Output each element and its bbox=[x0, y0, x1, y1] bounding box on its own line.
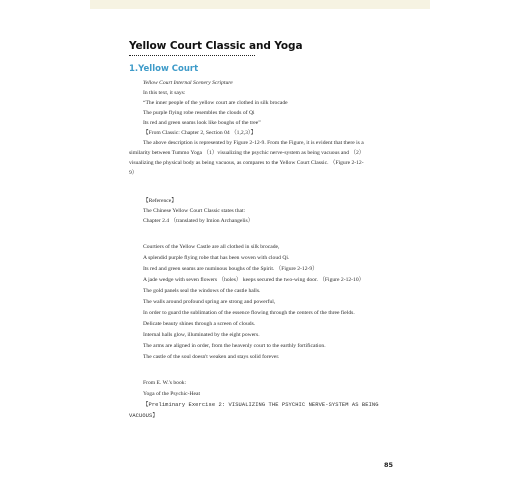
verse-line: The walls around profound spring are strong and powerful, bbox=[143, 299, 276, 305]
page-number: 85 bbox=[384, 461, 394, 469]
body-line: Yoga of the Psychic-Heat bbox=[143, 391, 201, 397]
citation-line: 【From Classic: Chapter 2, Section 04 （1,2,3）】 bbox=[143, 130, 257, 136]
verse-line: The arms are aligned in order, from the heavenly court to the earthly fortification. bbox=[143, 343, 326, 349]
body-line: In this text, it says: bbox=[143, 90, 186, 96]
heading-underline bbox=[129, 55, 255, 56]
verse-line: Delicate beauty shines through a screen of clouds. bbox=[143, 321, 256, 327]
quote-line: The purple flying robe resembles the clouds of Qi bbox=[143, 110, 255, 116]
verse-line: Its red and green seams are numinous boughs of the Spirit. （Figure 2-12-9） bbox=[143, 266, 318, 272]
body-line: From E. W.'s book: bbox=[143, 380, 187, 386]
verse-line: In order to guard the sublimation of the essence flowing through the centers of the three fields. bbox=[143, 310, 355, 316]
verse-line: The gold panels seal the windows of the castle halls. bbox=[143, 288, 261, 294]
reference-label: 【Reference】 bbox=[143, 198, 177, 204]
verse-line: A splendid purple flying robe that has been woven with cloud Qi. bbox=[143, 255, 290, 261]
scripture-title: Yellow Court Internal Scenery Scripture bbox=[143, 80, 233, 86]
page-heading: Yellow Court Classic and Yoga bbox=[129, 40, 303, 52]
paragraph-line: 9） bbox=[129, 170, 138, 176]
paragraph-line: The above description is represented by Figure 2-12-9. From the Figure, it is evident that there is a bbox=[143, 140, 364, 146]
body-line: The Chinese Yellow Court Classic states that: bbox=[143, 208, 246, 214]
paragraph-line: visualizing the physical body as being vacuous, as compares to the Yellow Court Classic. （Figure 2-12- bbox=[129, 160, 364, 166]
paragraph-line: similarity between Tummo Yoga （1）visualizing the psychic nerve-system as being vacuous and （2） bbox=[129, 150, 365, 156]
verse-line: Courtiers of the Yellow Castle are all clothed in silk brocade, bbox=[143, 244, 280, 250]
verse-line: A jade wedge with seven flowers （holes） keeps secured the two-wing door. （Figure 2-12-10） bbox=[143, 277, 365, 283]
exercise-line: VACUOUS】 bbox=[129, 413, 158, 419]
quote-line: Its red and green seams look like boughs of the tree” bbox=[143, 120, 261, 126]
exercise-line: 【Preliminary Exercise 2: VISUALIZING THE PSYCHIC NERVE-SYSTEM AS BEING bbox=[143, 402, 379, 408]
body-line: Chapter 2.4 （translated by Imion Archangelis） bbox=[143, 218, 254, 224]
quote-line: “The inner people of the yellow court are clothed in silk brocade bbox=[143, 100, 288, 106]
verse-line: The castle of the soul doesn't weaken and stays solid forever. bbox=[143, 354, 280, 360]
verse-line: Internal halls glow, illuminated by the eight powers. bbox=[143, 332, 260, 338]
section-title: 1.Yellow Court bbox=[129, 64, 199, 74]
